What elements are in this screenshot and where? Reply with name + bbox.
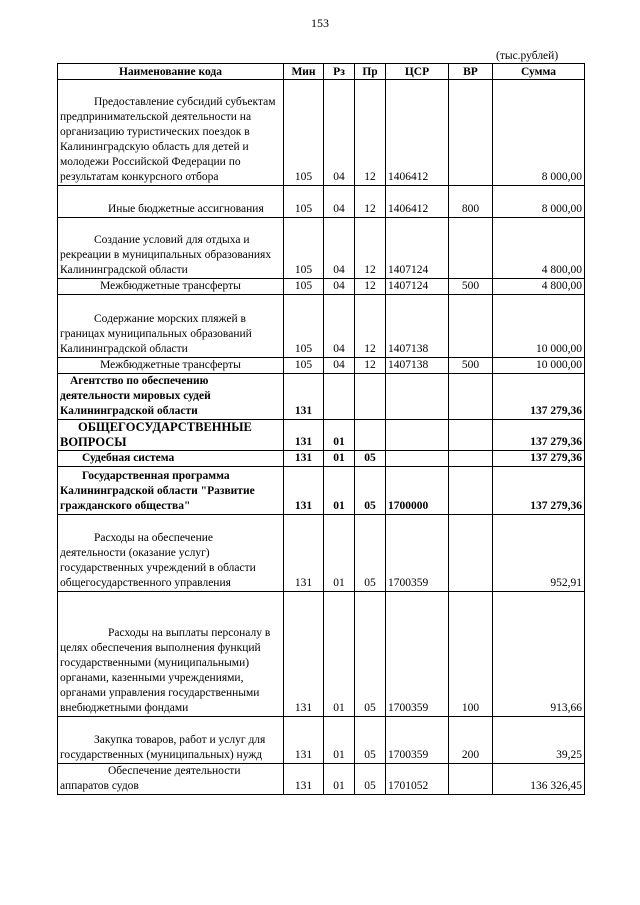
cell-vr bbox=[449, 80, 493, 186]
cell-min: 131 bbox=[284, 374, 324, 420]
header-csr: ЦСР bbox=[386, 64, 449, 80]
cell-min: 131 bbox=[284, 764, 324, 795]
cell-csr: 1407124 bbox=[386, 218, 449, 279]
cell-pr: 05 bbox=[355, 467, 386, 515]
cell-pr: 12 bbox=[355, 218, 386, 279]
units-label: (тыс.рублей) bbox=[496, 50, 559, 62]
header-vr: ВР bbox=[449, 64, 493, 80]
cell-rz: 01 bbox=[324, 451, 355, 467]
cell-sum: 137 279,36 bbox=[493, 467, 585, 515]
cell-min: 105 bbox=[284, 80, 324, 186]
cell-rz: 01 bbox=[324, 515, 355, 592]
cell-pr: 12 bbox=[355, 279, 386, 295]
header-pr: Пр bbox=[355, 64, 386, 80]
header-sum: Сумма bbox=[493, 64, 585, 80]
cell-name: ОБЩЕГОСУДАРСТВЕННЫЕ ВОПРОСЫ bbox=[58, 420, 284, 451]
cell-vr: 200 bbox=[449, 717, 493, 764]
table-row bbox=[58, 717, 585, 764]
cell-min: 131 bbox=[284, 467, 324, 515]
cell-csr: 1700359 bbox=[386, 515, 449, 592]
cell-sum: 136 326,45 bbox=[493, 764, 585, 795]
page-number: 153 bbox=[311, 16, 329, 30]
cell-name: Содержание морских пляжей в границах муниципальных образований Калининградской области bbox=[58, 295, 284, 358]
table-row bbox=[58, 592, 585, 717]
cell-rz: 04 bbox=[324, 218, 355, 279]
cell-csr: 1700359 bbox=[386, 592, 449, 717]
cell-sum: 952,91 bbox=[493, 515, 585, 592]
cell-rz: 04 bbox=[324, 279, 355, 295]
cell-csr: 1407138 bbox=[386, 295, 449, 358]
budget-table bbox=[57, 63, 585, 795]
table-row bbox=[58, 358, 585, 374]
cell-pr: 12 bbox=[355, 186, 386, 218]
cell-sum: 4 800,00 bbox=[493, 279, 585, 295]
cell-csr bbox=[386, 451, 449, 467]
cell-vr bbox=[449, 218, 493, 279]
cell-pr: 12 bbox=[355, 80, 386, 186]
cell-vr: 500 bbox=[449, 358, 493, 374]
cell-sum: 137 279,36 bbox=[493, 451, 585, 467]
cell-rz: 01 bbox=[324, 420, 355, 451]
table-row bbox=[58, 218, 585, 279]
cell-min: 131 bbox=[284, 515, 324, 592]
table-row bbox=[58, 374, 585, 420]
cell-pr: 05 bbox=[355, 451, 386, 467]
table-row bbox=[58, 186, 585, 218]
cell-name: Закупка товаров, работ и услуг для государственных (муниципальных) нужд bbox=[58, 717, 284, 764]
cell-rz: 01 bbox=[324, 764, 355, 795]
cell-rz bbox=[324, 374, 355, 420]
cell-min: 131 bbox=[284, 717, 324, 764]
cell-rz: 01 bbox=[324, 717, 355, 764]
cell-csr: 1700000 bbox=[386, 467, 449, 515]
cell-min: 131 bbox=[284, 420, 324, 451]
table-row bbox=[58, 764, 585, 795]
cell-csr: 1407138 bbox=[386, 358, 449, 374]
cell-name: Расходы на обеспечение деятельности (оказание услуг) государственных учреждений в области общегосударственного управления bbox=[58, 515, 284, 592]
cell-sum: 8 000,00 bbox=[493, 80, 585, 186]
cell-name: Предоставление субсидий субъектам предпринимательской деятельности на организацию туристических поездок в Калининградскую область для детей и молодежи Российской Федерации по результатам конкурсного отбора bbox=[58, 80, 284, 186]
cell-name: Агентство по обеспечению деятельности мировых судей Калининградской области bbox=[58, 374, 284, 420]
cell-vr bbox=[449, 515, 493, 592]
cell-csr bbox=[386, 374, 449, 420]
cell-sum: 10 000,00 bbox=[493, 358, 585, 374]
cell-pr bbox=[355, 420, 386, 451]
header-name: Наименование кода bbox=[58, 64, 284, 80]
cell-vr: 800 bbox=[449, 186, 493, 218]
header-rz: Рз bbox=[324, 64, 355, 80]
cell-rz: 04 bbox=[324, 358, 355, 374]
cell-pr: 12 bbox=[355, 358, 386, 374]
cell-name: Иные бюджетные ассигнования bbox=[58, 186, 284, 218]
cell-rz: 04 bbox=[324, 80, 355, 186]
cell-pr bbox=[355, 374, 386, 420]
cell-rz: 04 bbox=[324, 295, 355, 358]
cell-sum: 39,25 bbox=[493, 717, 585, 764]
header-min: Мин bbox=[284, 64, 324, 80]
table-row bbox=[58, 451, 585, 467]
cell-name: Межбюджетные трансферты bbox=[58, 279, 284, 295]
header-row bbox=[58, 64, 585, 80]
table-row bbox=[58, 420, 585, 451]
cell-name: Государственная программа Калининградской области "Развитие гражданского общества" bbox=[58, 467, 284, 515]
cell-vr bbox=[449, 467, 493, 515]
cell-sum: 10 000,00 bbox=[493, 295, 585, 358]
cell-sum: 4 800,00 bbox=[493, 218, 585, 279]
cell-vr bbox=[449, 451, 493, 467]
cell-rz: 01 bbox=[324, 592, 355, 717]
cell-csr: 1700359 bbox=[386, 717, 449, 764]
cell-csr bbox=[386, 420, 449, 451]
cell-name: Обеспечение деятельности аппаратов судов bbox=[58, 764, 284, 795]
cell-vr bbox=[449, 295, 493, 358]
cell-pr: 05 bbox=[355, 717, 386, 764]
cell-pr: 05 bbox=[355, 764, 386, 795]
cell-pr: 05 bbox=[355, 592, 386, 717]
cell-name: Создание условий для отдыха и рекреации в муниципальных образованиях Калининградской области bbox=[58, 218, 284, 279]
cell-rz: 04 bbox=[324, 186, 355, 218]
table-row bbox=[58, 80, 585, 186]
cell-pr: 05 bbox=[355, 515, 386, 592]
table-row bbox=[58, 515, 585, 592]
cell-vr: 100 bbox=[449, 592, 493, 717]
cell-min: 105 bbox=[284, 218, 324, 279]
cell-min: 105 bbox=[284, 279, 324, 295]
cell-rz: 01 bbox=[324, 467, 355, 515]
cell-min: 131 bbox=[284, 592, 324, 717]
cell-vr bbox=[449, 764, 493, 795]
cell-csr: 1406412 bbox=[386, 80, 449, 186]
table-row bbox=[58, 279, 585, 295]
cell-csr: 1407124 bbox=[386, 279, 449, 295]
cell-sum: 913,66 bbox=[493, 592, 585, 717]
cell-sum: 137 279,36 bbox=[493, 374, 585, 420]
cell-name: Судебная система bbox=[58, 451, 284, 467]
cell-sum: 8 000,00 bbox=[493, 186, 585, 218]
cell-csr: 1701052 bbox=[386, 764, 449, 795]
cell-pr: 12 bbox=[355, 295, 386, 358]
table-row bbox=[58, 295, 585, 358]
cell-csr: 1406412 bbox=[386, 186, 449, 218]
cell-min: 105 bbox=[284, 358, 324, 374]
cell-min: 105 bbox=[284, 186, 324, 218]
table-row bbox=[58, 467, 585, 515]
cell-sum: 137 279,36 bbox=[493, 420, 585, 451]
cell-vr: 500 bbox=[449, 279, 493, 295]
cell-name: Межбюджетные трансферты bbox=[58, 358, 284, 374]
cell-vr bbox=[449, 420, 493, 451]
cell-min: 131 bbox=[284, 451, 324, 467]
cell-min: 105 bbox=[284, 295, 324, 358]
cell-name: Расходы на выплаты персоналу в целях обеспечения выполнения функций государственными (муниципальными) органами, казенными учреждениями, органами управления государственными внебюджетными фондами bbox=[58, 592, 284, 717]
cell-vr bbox=[449, 374, 493, 420]
